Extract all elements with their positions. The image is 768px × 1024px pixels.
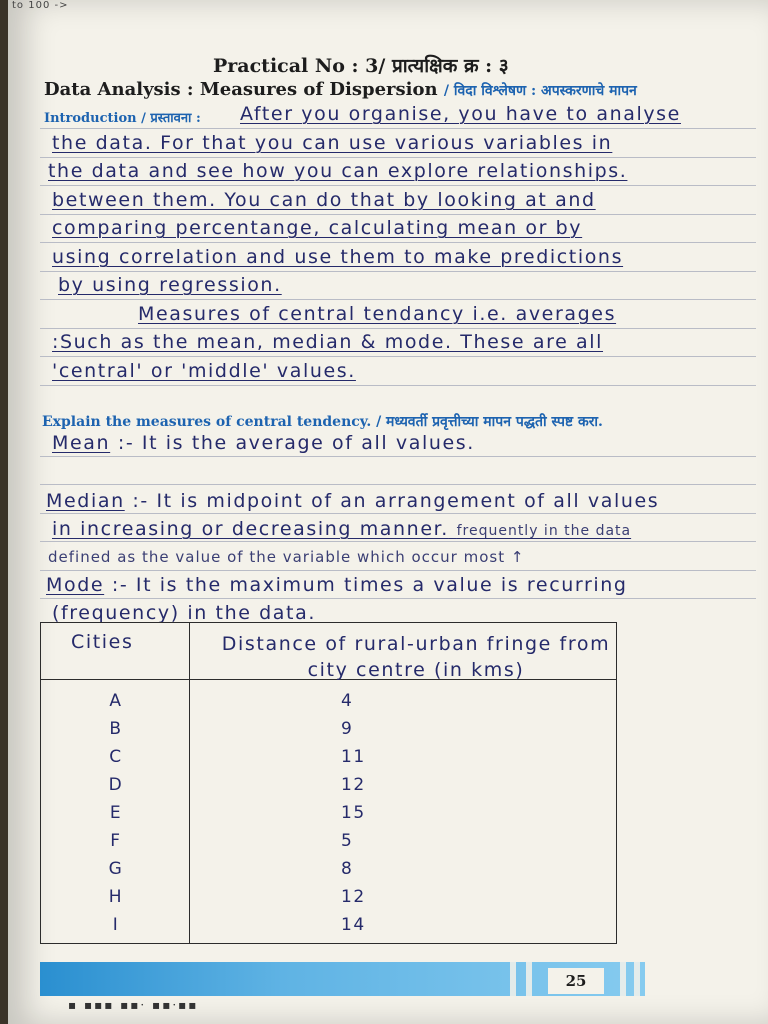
page-subtitle bbox=[44, 79, 637, 100]
table-cell-distance: 12 bbox=[341, 775, 366, 795]
median-text: in increasing or decreasing manner. bbox=[52, 518, 449, 540]
bottom-scribble: ▪ ▪▪▪ ▪▪· ▪▪·▪▪ bbox=[68, 998, 199, 1012]
table-cell-distance: 4 bbox=[341, 691, 354, 711]
mode-term: Mode bbox=[46, 574, 105, 596]
table-cell-city: F bbox=[110, 831, 122, 851]
page-number: 25 bbox=[548, 968, 604, 994]
table-cell-distance: 8 bbox=[341, 859, 354, 879]
subtitle-english: Data Analysis : Measures of Dispersion bbox=[44, 79, 438, 100]
intro-label: Introduction / प्रस्तावना : bbox=[44, 111, 201, 126]
question-heading: Explain the measures of central tendency. / मध्यवर्ती प्रवृत्तीच्या मापन पद्धती स्पष्ट करा. bbox=[42, 414, 603, 430]
mode-definition bbox=[46, 574, 628, 596]
median-line2 bbox=[52, 518, 631, 540]
table-cell-distance: 15 bbox=[341, 803, 366, 823]
intro-line: After you organise, you have to analyse bbox=[240, 103, 681, 125]
median-line3: defined as the value of the variable which occur most ↑ bbox=[48, 548, 525, 566]
mean-term: Mean bbox=[52, 432, 111, 454]
table-cell-city: A bbox=[109, 691, 123, 711]
table-cell-city: H bbox=[108, 887, 124, 907]
intro-line: 'central' or 'middle' values. bbox=[52, 360, 356, 382]
data-table bbox=[40, 622, 617, 944]
corner-note: to 100 -> bbox=[12, 0, 69, 11]
table-cell-city: G bbox=[108, 859, 124, 879]
subtitle-marathi: / विदा विश्लेषण : अपस्करणाचे मापन bbox=[443, 83, 637, 99]
table-cell-city: E bbox=[109, 803, 123, 823]
median-note: frequently in the data bbox=[456, 523, 632, 539]
table-cell-city: I bbox=[112, 915, 120, 935]
intro-line: the data. For that you can use various variables in bbox=[52, 132, 613, 154]
intro-line: the data and see how you can explore relationships. bbox=[48, 160, 628, 182]
median-text: :- It is midpoint of an arrangement of all values bbox=[132, 490, 660, 512]
table-header-cities: Cities bbox=[71, 631, 134, 653]
table-cell-city: C bbox=[109, 747, 123, 767]
table-header-distance: Distance of rural-urban fringe from city centre (in kms) bbox=[221, 633, 611, 681]
table-cell-distance: 14 bbox=[341, 915, 366, 935]
intro-line: using correlation and use them to make predictions bbox=[52, 246, 624, 268]
mean-text: :- It is the average of all values. bbox=[117, 432, 475, 454]
mean-definition bbox=[52, 432, 475, 454]
page-title: Practical No : 3/ प्रात्यक्षिक क्र : ३ bbox=[213, 55, 509, 77]
intro-line: :Such as the mean, median & mode. These are all bbox=[52, 331, 604, 353]
median-definition bbox=[46, 490, 659, 512]
table-cell-distance: 5 bbox=[341, 831, 354, 851]
notebook-page bbox=[8, 0, 768, 1024]
intro-line: comparing percentange, calculating mean or by bbox=[52, 217, 583, 239]
table-cell-distance: 11 bbox=[341, 747, 366, 767]
mode-text: :- It is the maximum times a value is recurring bbox=[111, 574, 628, 596]
intro-line: between them. You can do that by looking at and bbox=[52, 189, 596, 211]
table-cell-city: D bbox=[108, 775, 124, 795]
intro-line: Measures of central tendancy i.e. averages bbox=[138, 303, 617, 325]
mode-line2: (frequency) in the data. bbox=[52, 602, 316, 624]
table-cell-distance: 12 bbox=[341, 887, 366, 907]
median-term: Median bbox=[46, 490, 125, 512]
intro-line: by using regression. bbox=[58, 274, 282, 296]
table-cell-city: B bbox=[109, 719, 123, 739]
table-cell-distance: 9 bbox=[341, 719, 354, 739]
